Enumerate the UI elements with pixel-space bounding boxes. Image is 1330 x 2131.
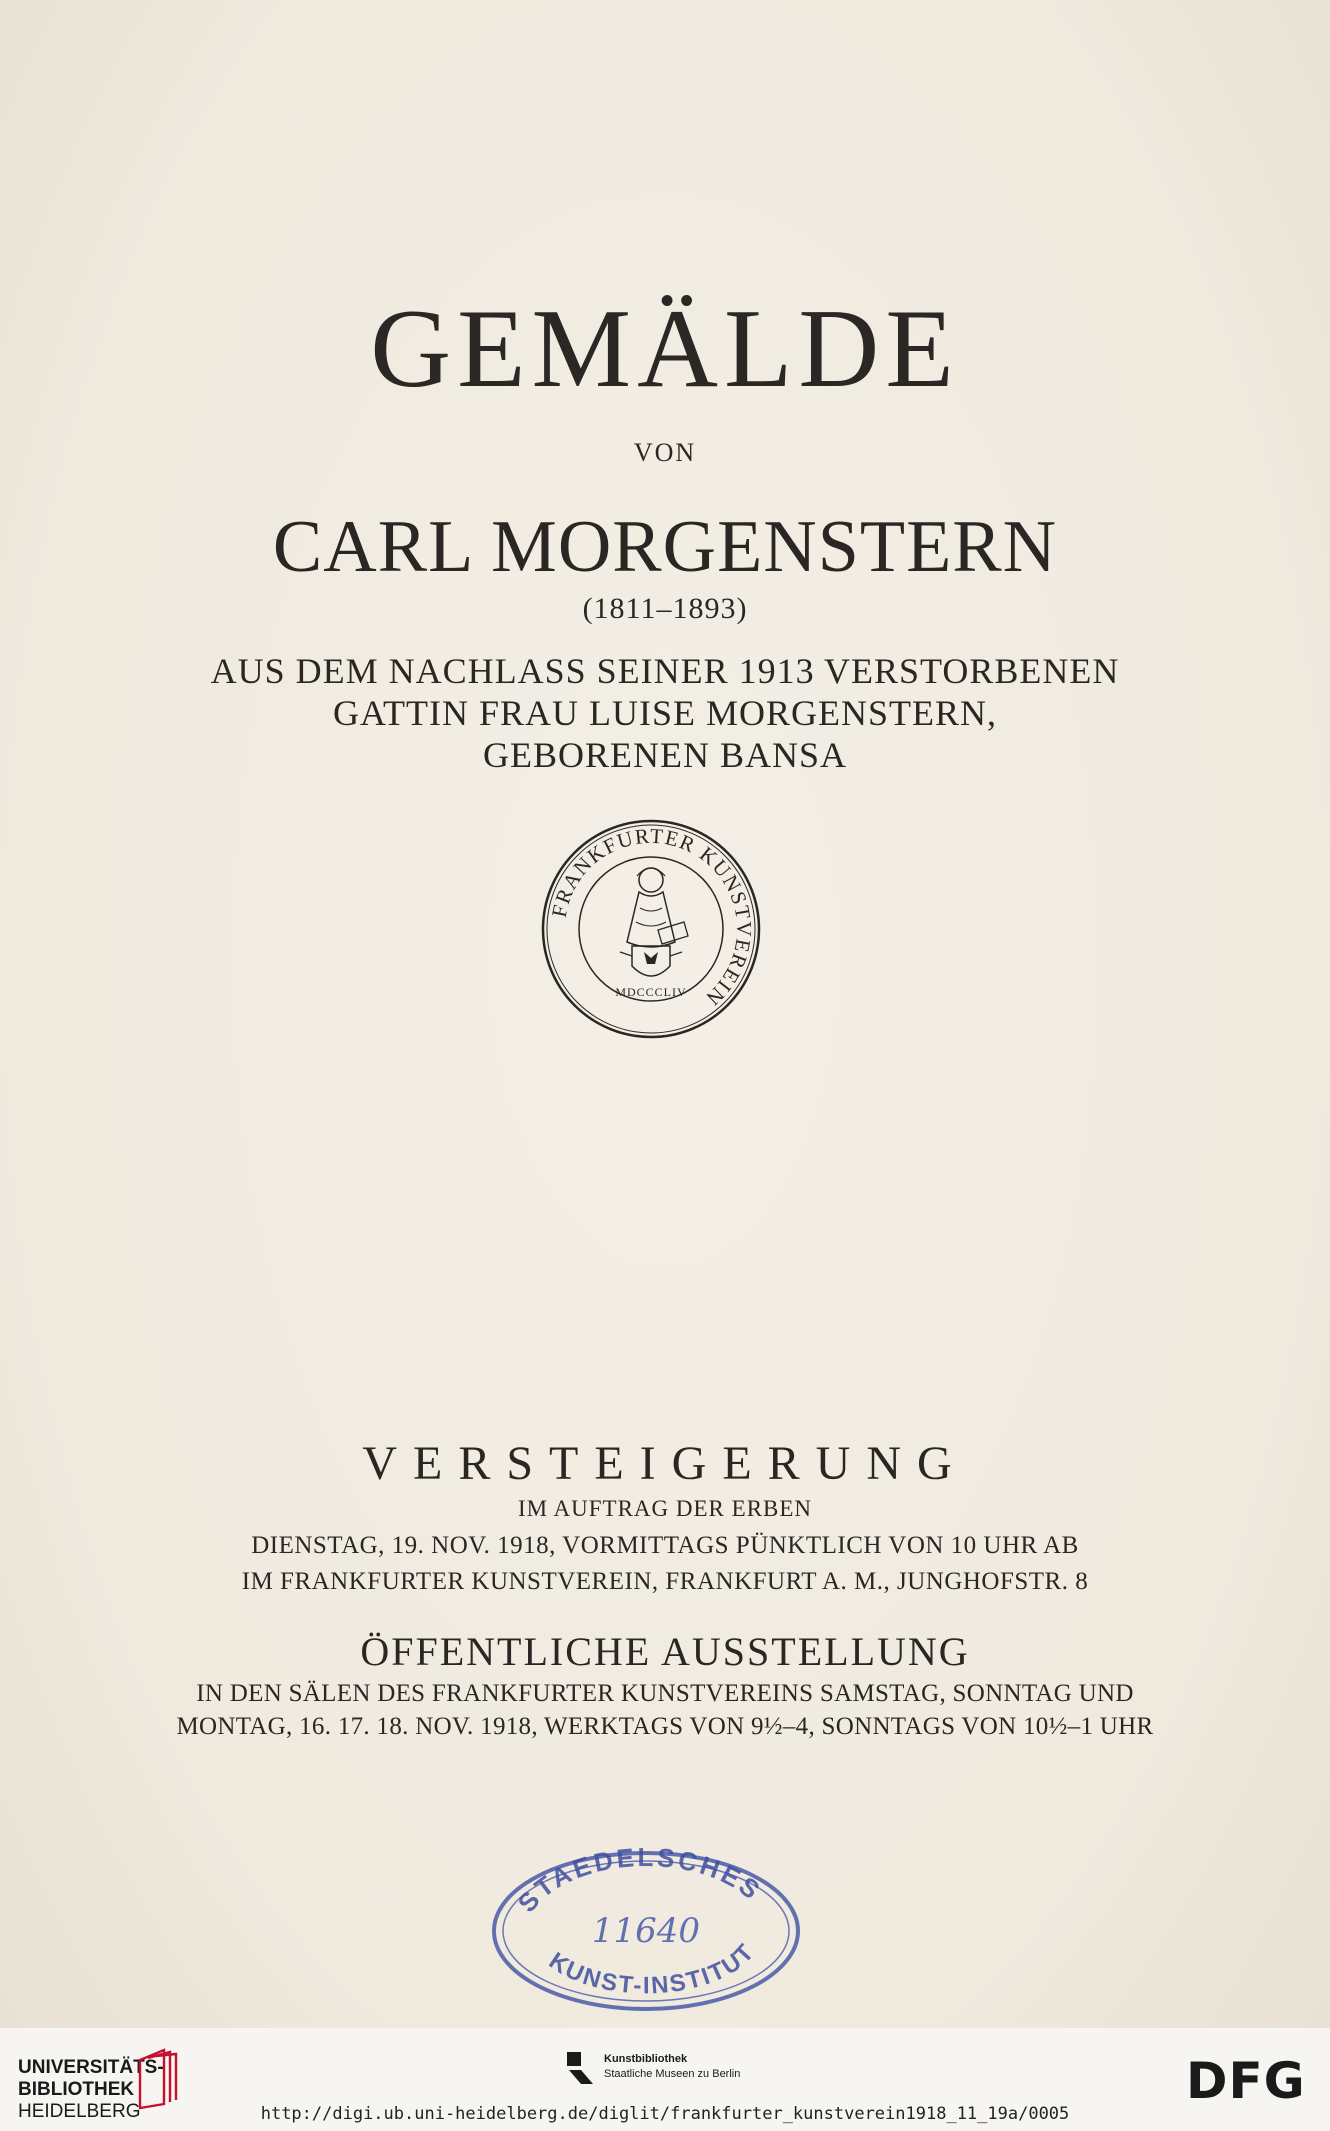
kb-line-1: Kunstbibliothek (604, 2053, 688, 2065)
von-label: VON (633, 438, 697, 467)
exhibition-heading: ÖFFENTLICHE AUSSTELLUNG (360, 1629, 970, 1674)
kunstbibliothek-logo-icon (567, 2052, 597, 2086)
artist-years: (1811–1893) (582, 592, 748, 625)
permalink-url[interactable]: http://digi.ub.uni-heidelberg.de/diglit/frankfurter_kunstverein1918_11_19a/0005 (260, 2104, 1070, 2124)
page-title: GEMÄLDE (370, 287, 960, 411)
subtitle-line-3: GEBORENEN BANSA (482, 735, 847, 775)
svg-text:MDCCCLIV: MDCCCLIV (615, 985, 687, 999)
auction-commission: IM AUFTRAG DER ERBEN (517, 1496, 813, 1521)
dfg-logo: DFG (1186, 2052, 1306, 2110)
library-line-3: HEIDELBERG (18, 2101, 141, 2122)
library-line-2: BIBLIOTHEK (18, 2079, 135, 2100)
subtitle-line-2: GATTIN FRAU LUISE MORGENSTERN, (332, 693, 997, 733)
svg-text:KUNST-INSTITUT: KUNST-INSTITUT (544, 1938, 761, 2000)
svg-text:11640: 11640 (591, 1911, 701, 1951)
auction-venue: IM FRANKFURTER KUNSTVEREIN, FRANKFURT A. M., JUNGHOFSTR. 8 (241, 1568, 1089, 1595)
artist-name: CARL MORGENSTERN (272, 506, 1058, 588)
svg-text:STAEDELSCHES: STAEDELSCHES (511, 1846, 768, 1918)
subtitle-line-1: AUS DEM NACHLASS SEINER 1913 VERSTORBENEN (210, 651, 1120, 691)
auction-heading: VERSTEIGERUNG (362, 1437, 968, 1490)
svg-text:FRANKFURTER KUNSTVEREIN: FRANKFURTER KUNSTVEREIN (546, 823, 757, 1012)
exhibition-line-2: MONTAG, 16. 17. 18. NOV. 1918, WERKTAGS VON 9½–4, SONNTAGS VON 10½–1 UHR (176, 1713, 1154, 1740)
auction-date: DIENSTAG, 19. NOV. 1918, VORMITTAGS PÜNKTLICH VON 10 UHR AB (251, 1532, 1079, 1559)
staedel-stamp-icon (486, 1846, 806, 2016)
kb-line-2: Staatliche Museen zu Berlin (604, 2068, 741, 2080)
kunstverein-seal-icon (540, 818, 762, 1040)
exhibition-line-1: IN DEN SÄLEN DES FRANKFURTER KUNSTVEREINS SAMSTAG, SONNTAG UND (196, 1680, 1134, 1707)
kunstbibliothek-label (604, 2052, 740, 2082)
library-line-1: UNIVERSITÄTS- (18, 2057, 164, 2078)
ub-heidelberg-logo-icon (134, 2046, 182, 2110)
